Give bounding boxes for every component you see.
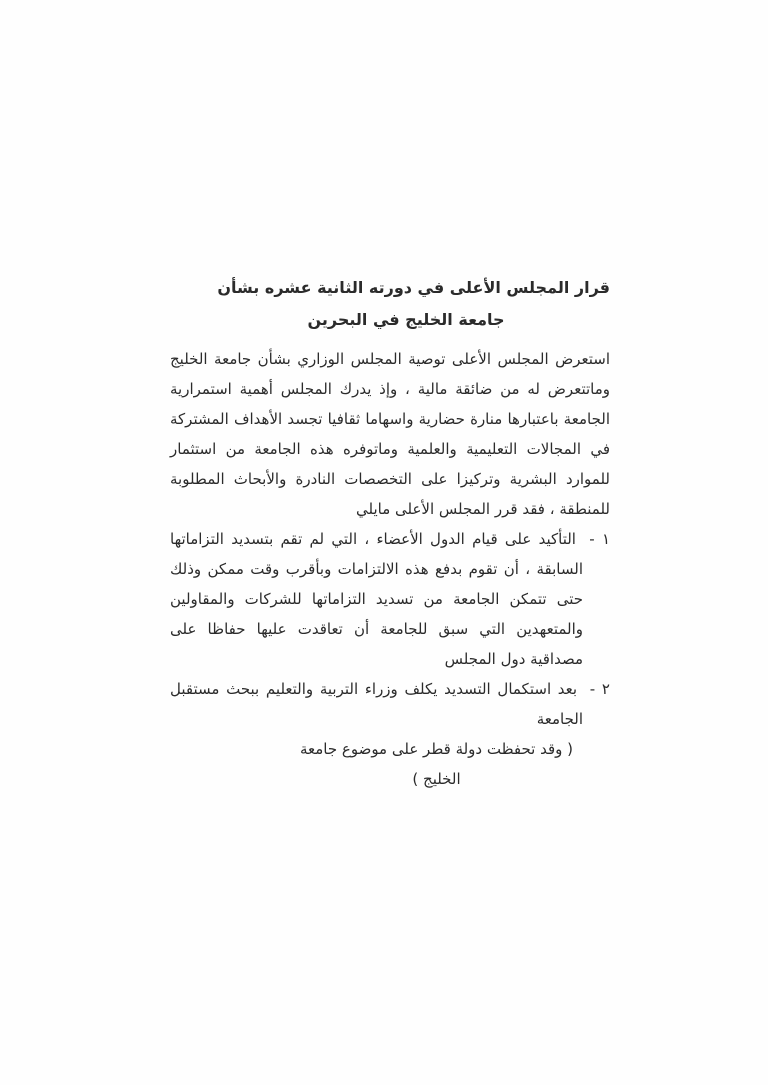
document-title xyxy=(170,272,610,336)
list-item-2-number: ٢ - xyxy=(589,680,610,698)
list-item-1-number: ١ - xyxy=(589,530,610,548)
list-item-2-note: ( وقد تحفظت دولة قطر على موضوع جامعة الخليج ) xyxy=(299,740,574,788)
list-item-1-text: التأكيد على قيام الدول الأعضاء ، التي لم تقم بتسديد التزاماتها السابقة ، أن تقوم بدفع هذه الالتزامات وبأقرب وقت ممكن وذلك حتى تتمكن الجامعة من تسديد التزاماتها للشركات والمقاولين والمتعهدين التي سبق للجامعة أن تعاقدت عليها حفاظا على مصداقية دول المجلس xyxy=(170,530,583,668)
document-paragraph: استعرض المجلس الأعلى توصية المجلس الوزاري بشأن جامعة الخليج وماتتعرض له من ضائقة مالية ، وإذ يدرك المجلس أهمية استمرارية الجامعة باعتبارها منارة حضارية واسهاما ثقافيا تجسد الأهداف المشتركة في المجالات التعليمية والعلمية وماتوفره هذه الجامعة من استثمار للموارد البشرية وتركيزا على التخصصات النادرة والأبحاث المطلوبة للمنطقة ، فقد قرر المجلس الأعلى مايلي xyxy=(170,350,610,518)
document-title-line1: قرار المجلس الأعلى في دورته الثانية عشره بشأن xyxy=(217,278,610,297)
document-content xyxy=(170,272,610,794)
list-item-2-text: بعد استكمال التسديد يكلف وزراء التربية والتعليم ببحث مستقبل الجامعة xyxy=(170,680,583,728)
document-title-line2: جامعة الخليج في البحرين xyxy=(307,310,505,329)
list-item-2 xyxy=(170,674,610,794)
list-item-1 xyxy=(170,524,610,674)
